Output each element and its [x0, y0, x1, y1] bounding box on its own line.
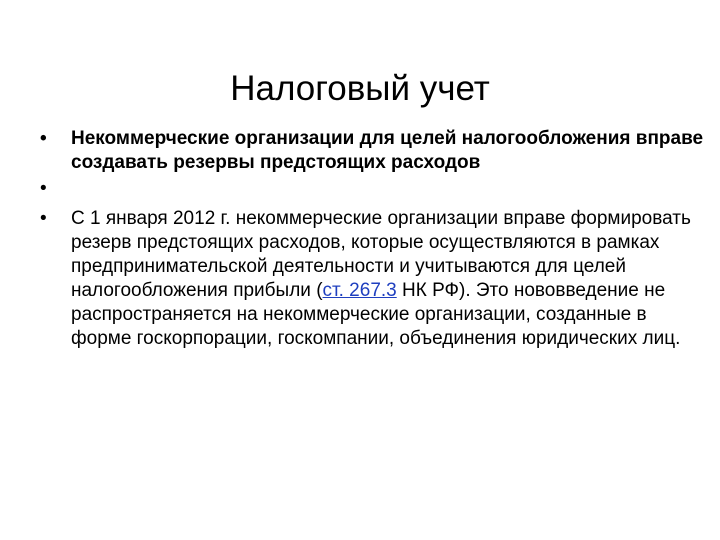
bullet-list [36, 127, 706, 351]
bullet-text-after-link: НК РФ). Это нововведение не распространяется на некоммерческие организации, созданные в форме госкорпорации, госкомпании, объединения юридических лиц. [71, 280, 681, 349]
slide-title: Налоговый учет [230, 69, 490, 109]
bullet-empty [36, 177, 706, 201]
bullet-text-before-link: С 1 января 2012 г. некоммерческие организации вправе формировать резерв предстоящих расходов, которые осуществляются в рамках предпринимательской деятельности и учитываются для целей налогообложения прибыли ( [71, 208, 691, 301]
bullet-nonprofit-reserves: • Некоммерческие организации для целей налогообложения вправе создавать резервы предстоящих расходов [36, 127, 706, 175]
article-267-3-link[interactable]: ст. 267.3 [322, 280, 397, 301]
bullet-2012-change [36, 207, 706, 351]
